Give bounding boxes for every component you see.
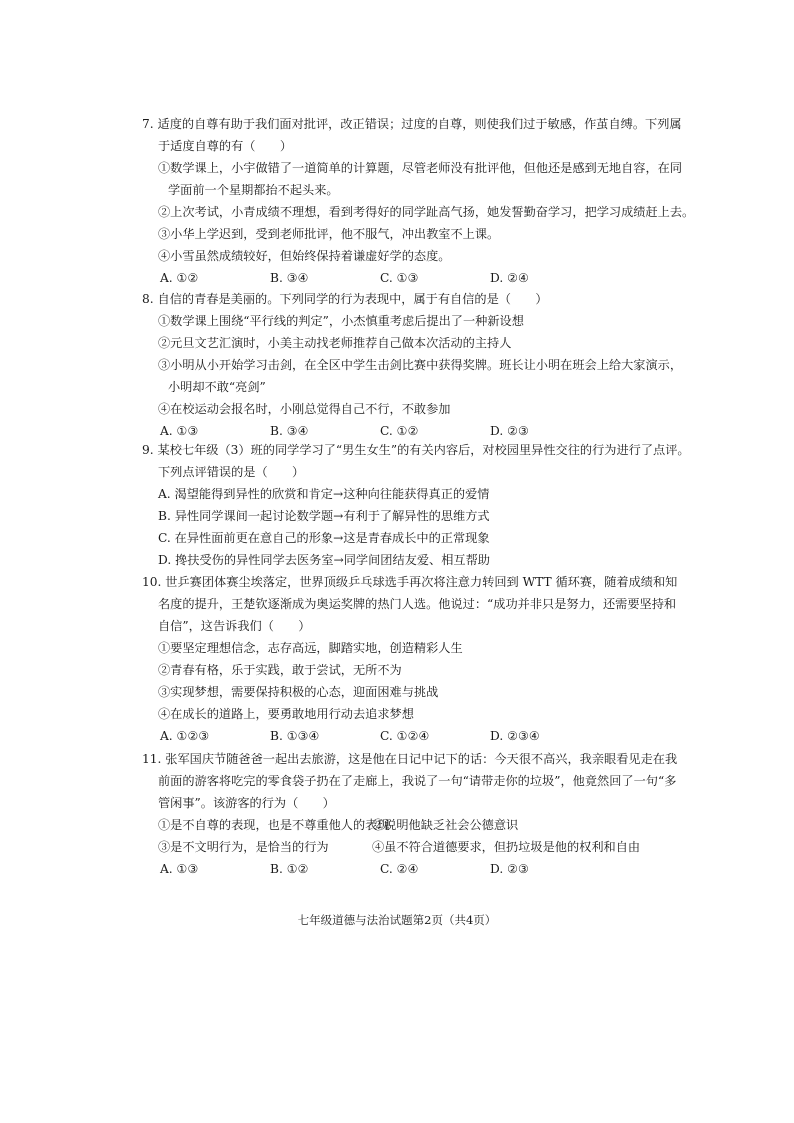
statement-item: ②上次考试，小青成绩不理想，看到考得好的同学趾高气扬，她发誓勤奋学习，把学习成绩赶上去。	[158, 205, 695, 219]
question-stem: 7. 适度的自尊有助于我们面对批评，改正错误；过度的自尊，则使我们过于敏感，作茧自缚。下列属	[142, 117, 682, 131]
statement-item: ②说明他缺乏社会公德意识	[372, 818, 519, 832]
statement-item: 小明却不敢“亮剑”	[168, 380, 266, 394]
statement-item: ④在成长的道路上，要勇敢地用行动去追求梦想	[158, 707, 414, 721]
answer-option-a[interactable]: A. ①②③	[160, 729, 210, 743]
question-stem: 10. 世乒赛团体赛尘埃落定，世界顶级乒乓球选手再次将注意力转回到 WTT 循环赛，随着成绩和知	[142, 575, 678, 589]
answer-option-d[interactable]: D. ②③④	[490, 729, 540, 743]
answer-option-a[interactable]: A. ①③	[160, 862, 199, 876]
answer-option-a[interactable]: A. ①③	[160, 424, 199, 438]
answer-option-a[interactable]: A. ①②	[160, 271, 199, 285]
answer-option-d[interactable]: D. ②③	[490, 862, 529, 876]
answer-option-b[interactable]: B. ③④	[270, 271, 309, 285]
answer-option-d[interactable]: D. ②③	[490, 424, 529, 438]
question-stem: 管闲事”。该游客的行为（ ）	[158, 796, 335, 810]
question-stem: 名度的提升，王楚钦逐渐成为奥运奖牌的热门人选。他说过：“成功并非只是努力，还需要坚持和	[158, 597, 677, 611]
statement-item: ③小华上学迟到，受到老师批评，他不服气，冲出教室不上课。	[158, 227, 500, 241]
answer-option-b[interactable]: B. 异性同学课间一起讨论数学题→有利于了解异性的思维方式	[158, 509, 490, 523]
answer-option-c[interactable]: C. ①②④	[380, 729, 430, 743]
statement-item: ①是不自尊的表现，也是不尊重他人的表现	[158, 818, 390, 832]
statement-item: ③小明从小开始学习击剑，在全区中学生击剑比赛中获得奖牌。班长让小明在班会上给大家演示，	[158, 358, 683, 372]
question-stem: 8. 自信的青春是美丽的。下列同学的行为表现中，属于有自信的是（ ）	[142, 292, 548, 306]
answer-option-b[interactable]: B. ①②	[270, 862, 309, 876]
page-footer: 七年级道德与法治试题第2页（共4页）	[297, 913, 497, 927]
statement-item: ②元旦文艺汇演时，小美主动找老师推荐自己做本次活动的主持人	[158, 336, 512, 350]
question-stem: 11. 张军国庆节随爸爸一起出去旅游，这是他在日记中记下的话：今天很不高兴，我亲眼看见走在我	[142, 752, 678, 766]
answer-option-c[interactable]: C. 在异性面前更在意自己的形象→这是青春成长中的正常现象	[158, 531, 490, 545]
answer-option-c[interactable]: C. ①②	[380, 424, 419, 438]
question-stem: 于适度自尊的有（ ）	[158, 139, 293, 153]
answer-option-d[interactable]: D. 搀扶受伤的异性同学去医务室→同学间团结友爱、相互帮助	[158, 553, 490, 567]
statement-item: ①数学课上围绕“平行线的判定”，小杰慎重考虑后提出了一种新设想	[158, 314, 524, 328]
answer-option-d[interactable]: D. ②④	[490, 271, 529, 285]
statement-item: ③是不文明行为，是恰当的行为	[158, 840, 329, 854]
answer-option-b[interactable]: B. ③④	[270, 424, 309, 438]
statement-item: ④在校运动会报名时，小刚总觉得自己不行，不敢参加	[158, 402, 451, 416]
statement-item: 学面前一个星期都抬不起头来。	[168, 183, 339, 197]
statement-item: ②青春有格，乐于实践，敢于尝试，无所不为	[158, 663, 402, 677]
statement-item: ①要坚定理想信念，志存高远，脚踏实地，创造精彩人生	[158, 641, 463, 655]
question-stem: 自信”，这告诉我们（ ）	[158, 619, 311, 633]
statement-item: ③实现梦想，需要保持积极的心态，迎面困难与挑战	[158, 685, 439, 699]
statement-item: ①数学课上，小宇做错了一道简单的计算题，尽管老师没有批评他，但他还是感到无地自容，在同	[158, 161, 683, 175]
question-stem: 下列点评错误的是（ ）	[158, 465, 305, 479]
answer-option-c[interactable]: C. ①③	[380, 271, 419, 285]
question-stem: 9. 某校七年级（3）班的同学学习了“男生女生”的有关内容后，对校园里异性交往的行为进行了点评。	[142, 443, 690, 457]
answer-option-a[interactable]: A. 渴望能得到异性的欣赏和肯定→这种向往能获得真正的爱情	[158, 487, 490, 501]
answer-option-c[interactable]: C. ②④	[380, 862, 419, 876]
question-stem: 前面的游客将吃完的零食袋子扔在了走廊上，我说了一句“请带走你的垃圾”，他竟然回了一句“多	[158, 774, 677, 788]
statement-item: ④虽不符合道德要求，但扔垃圾是他的权利和自由	[372, 840, 641, 854]
statement-item: ④小雪虽然成绩较好，但始终保持着谦虚好学的态度。	[158, 249, 451, 263]
answer-option-b[interactable]: B. ①③④	[270, 729, 320, 743]
